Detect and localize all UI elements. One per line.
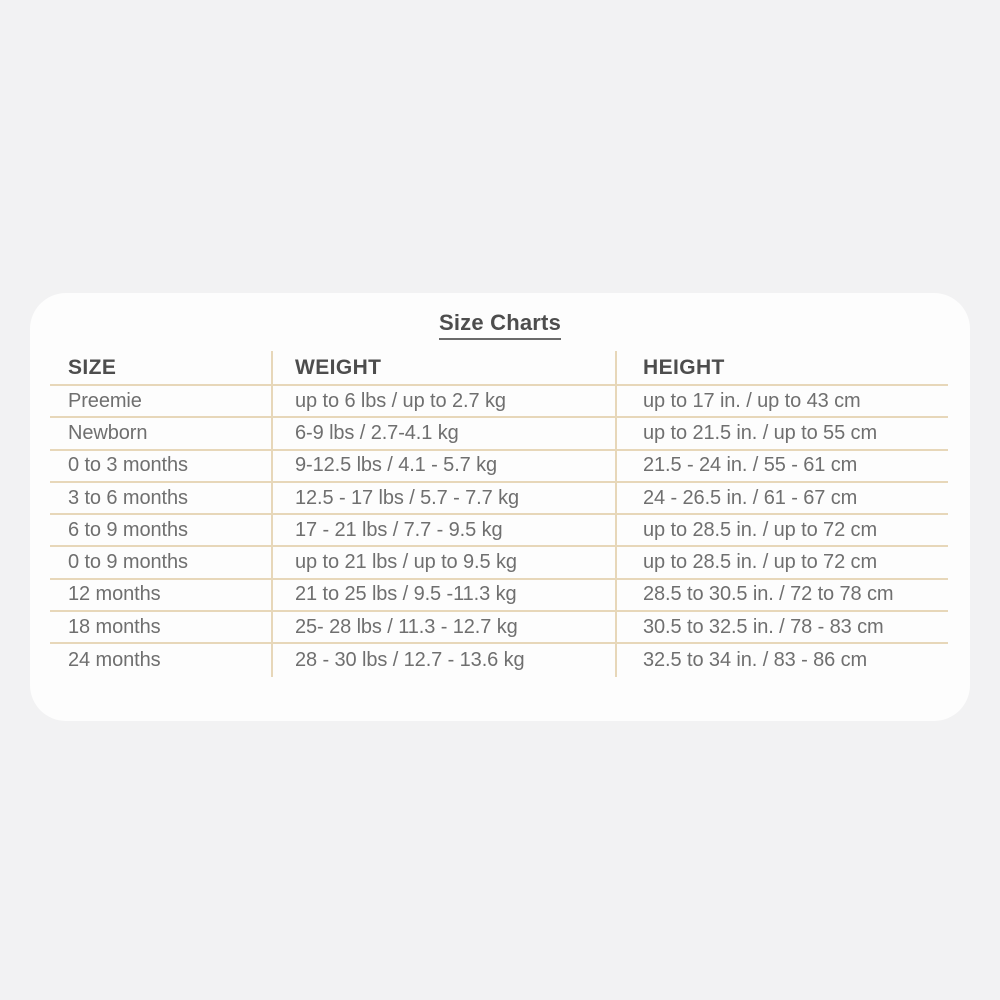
table-cell: 0 to 3 months bbox=[50, 451, 271, 483]
table-cell: 12.5 - 17 lbs / 5.7 - 7.7 kg bbox=[271, 483, 617, 515]
table-body bbox=[50, 386, 948, 677]
chart-title: Size Charts bbox=[439, 310, 561, 340]
table-row bbox=[50, 515, 948, 547]
table-cell: 6-9 lbs / 2.7-4.1 kg bbox=[271, 418, 617, 450]
table-cell: 28 - 30 lbs / 12.7 - 13.6 kg bbox=[271, 644, 617, 676]
table-cell: 18 months bbox=[50, 612, 271, 644]
table-cell: 12 months bbox=[50, 580, 271, 612]
table-cell: 21 to 25 lbs / 9.5 -11.3 kg bbox=[271, 580, 617, 612]
table-row bbox=[50, 580, 948, 612]
table-row bbox=[50, 644, 948, 676]
table-cell: 9-12.5 lbs / 4.1 - 5.7 kg bbox=[271, 451, 617, 483]
table-cell: 28.5 to 30.5 in. / 72 to 78 cm bbox=[617, 580, 948, 612]
table-cell: up to 28.5 in. / up to 72 cm bbox=[617, 515, 948, 547]
header-cell-height: HEIGHT bbox=[617, 351, 948, 386]
table-row bbox=[50, 451, 948, 483]
table-cell: 6 to 9 months bbox=[50, 515, 271, 547]
table-cell: 24 months bbox=[68, 649, 161, 672]
table-cell: up to 21.5 in. / up to 55 cm bbox=[617, 418, 948, 450]
table-cell: 21.5 - 24 in. / 55 - 61 cm bbox=[617, 451, 948, 483]
table-header-row bbox=[50, 351, 948, 386]
table-row bbox=[50, 418, 948, 450]
table-cell: 32.5 to 34 in. / 83 - 86 cm bbox=[643, 649, 868, 672]
header-cell-size: SIZE bbox=[50, 351, 271, 386]
table-cell: 24 - 26.5 in. / 61 - 67 cm bbox=[617, 483, 948, 515]
table-row bbox=[50, 483, 948, 515]
table-row bbox=[50, 386, 948, 418]
table-cell: 0 to 9 months bbox=[50, 547, 271, 579]
size-chart-card bbox=[30, 293, 970, 721]
table-row bbox=[50, 547, 948, 579]
table-cell: 30.5 to 32.5 in. / 78 - 83 cm bbox=[617, 612, 948, 644]
size-chart-table bbox=[50, 351, 948, 677]
table-cell: up to 21 lbs / up to 9.5 kg bbox=[271, 547, 617, 579]
table-cell: Preemie bbox=[50, 386, 271, 418]
table-cell: 25- 28 lbs / 11.3 - 12.7 kg bbox=[271, 612, 617, 644]
header-cell-weight: WEIGHT bbox=[271, 351, 617, 386]
table-cell: up to 28.5 in. / up to 72 cm bbox=[617, 547, 948, 579]
table-cell: 3 to 6 months bbox=[50, 483, 271, 515]
table-cell: up to 17 in. / up to 43 cm bbox=[617, 386, 948, 418]
title-wrap bbox=[30, 310, 970, 340]
table-cell: up to 6 lbs / up to 2.7 kg bbox=[271, 386, 617, 418]
table-cell: Newborn bbox=[50, 418, 271, 450]
table-cell: 17 - 21 lbs / 7.7 - 9.5 kg bbox=[271, 515, 617, 547]
table-row bbox=[50, 612, 948, 644]
